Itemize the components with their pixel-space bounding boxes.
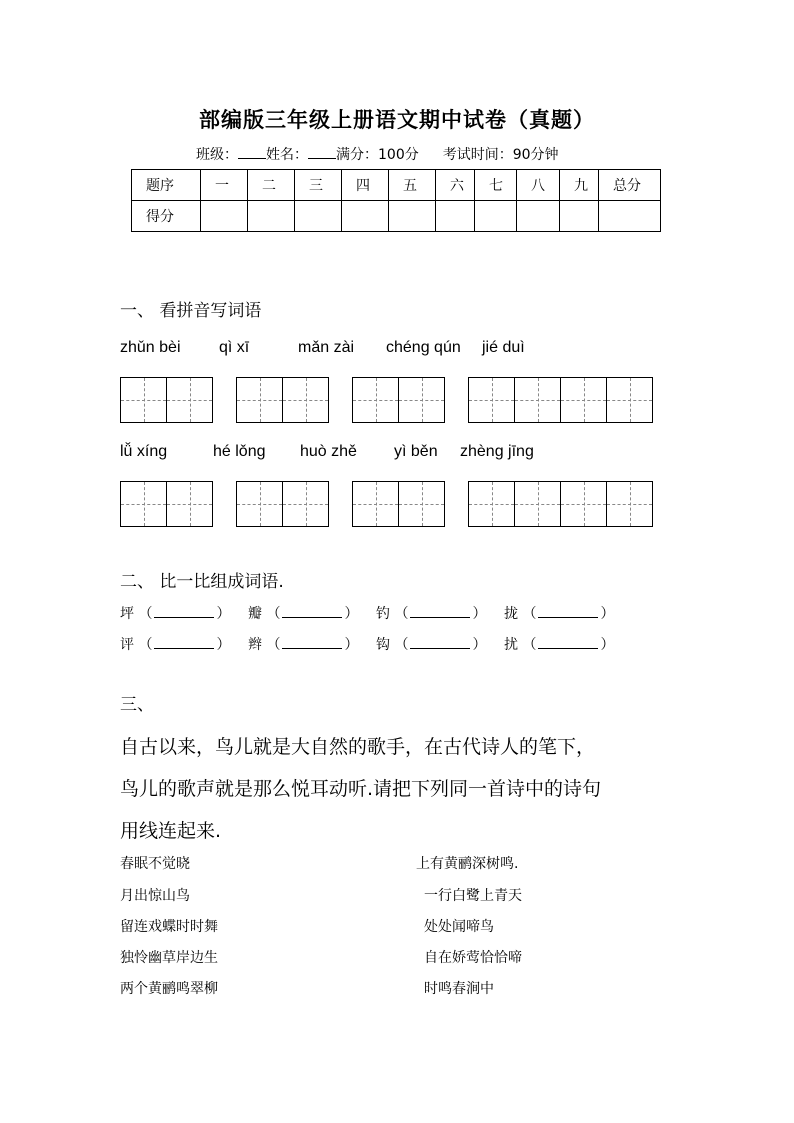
compare-char: 坪 bbox=[120, 606, 134, 622]
compare-item: 扰 （ ） bbox=[504, 637, 615, 653]
writing-grid[interactable] bbox=[120, 481, 213, 527]
exam-time: 考试时间：90分钟 bbox=[442, 147, 559, 163]
writing-grid[interactable] bbox=[468, 377, 653, 423]
score-header-cell: 题序 bbox=[132, 170, 201, 201]
pinyin-label: jié duì bbox=[482, 339, 525, 356]
compare-item: 钓 （ ） bbox=[376, 606, 487, 622]
pinyin-label: mǎn zài bbox=[298, 339, 355, 356]
class-label: 班级： bbox=[196, 147, 238, 163]
poem-line-right[interactable]: 自在娇莺恰恰啼 bbox=[424, 950, 522, 966]
writing-grid[interactable] bbox=[468, 481, 653, 527]
score-table bbox=[131, 169, 661, 232]
pinyin-label: hé lǒng bbox=[213, 443, 266, 460]
full-score: 满分：100分 bbox=[336, 147, 419, 163]
score-cell[interactable] bbox=[560, 201, 599, 232]
name-blank[interactable] bbox=[308, 146, 336, 159]
score-header-cell: 六 bbox=[436, 170, 475, 201]
pinyin-label: qì xī bbox=[219, 339, 250, 356]
compare-char: 评 bbox=[120, 637, 134, 653]
section3-intro-line: 自古以来，鸟儿就是大自然的歌手，在古代诗人的笔下， bbox=[120, 736, 596, 758]
score-header-cell: 四 bbox=[342, 170, 389, 201]
poem-line-right[interactable]: 时鸣春涧中 bbox=[424, 981, 494, 997]
compare-char: 扰 bbox=[504, 637, 518, 653]
score-table-score-row bbox=[132, 201, 661, 232]
poem-line-right[interactable]: 一行白鹭上青天 bbox=[424, 888, 522, 904]
section2-heading: 二、 比一比组成词语. bbox=[120, 572, 284, 592]
answer-blank[interactable] bbox=[410, 605, 470, 618]
name-label: 姓名： bbox=[266, 147, 308, 163]
score-cell[interactable] bbox=[389, 201, 436, 232]
section3-heading: 三、 bbox=[120, 695, 154, 715]
pinyin-label: zhǔn bèi bbox=[120, 339, 181, 356]
score-cell[interactable] bbox=[475, 201, 517, 232]
answer-blank[interactable] bbox=[538, 605, 598, 618]
score-header-cell: 五 bbox=[389, 170, 436, 201]
score-header-cell: 总分 bbox=[599, 170, 661, 201]
section3-intro-line: 用线连起来. bbox=[120, 820, 222, 842]
compare-item: 辫 （ ） bbox=[248, 637, 359, 653]
score-header-cell: 一 bbox=[201, 170, 248, 201]
answer-blank[interactable] bbox=[154, 636, 214, 649]
poem-line-left[interactable]: 月出惊山鸟 bbox=[120, 888, 190, 904]
writing-grid[interactable] bbox=[120, 377, 213, 423]
answer-blank[interactable] bbox=[282, 605, 342, 618]
score-cell[interactable] bbox=[201, 201, 248, 232]
score-cell[interactable] bbox=[342, 201, 389, 232]
pinyin-label: chéng qún bbox=[386, 339, 461, 356]
score-row-label: 得分 bbox=[132, 201, 201, 232]
compare-char: 辫 bbox=[248, 637, 262, 653]
score-cell[interactable] bbox=[295, 201, 342, 232]
compare-item: 评 （ ） bbox=[120, 637, 231, 653]
poem-line-left[interactable]: 留连戏蝶时时舞 bbox=[120, 919, 218, 935]
writing-grid[interactable] bbox=[236, 377, 329, 423]
pinyin-label: yì běn bbox=[394, 443, 438, 460]
compare-char: 钓 bbox=[376, 606, 390, 622]
pinyin-label: huò zhě bbox=[300, 443, 357, 460]
poem-line-left[interactable]: 两个黄鹂鸣翠柳 bbox=[120, 981, 218, 997]
score-header-cell: 七 bbox=[475, 170, 517, 201]
compare-char: 钩 bbox=[376, 637, 390, 653]
exam-info-line bbox=[196, 144, 559, 164]
answer-blank[interactable] bbox=[282, 636, 342, 649]
poem-line-left[interactable]: 春眠不觉晓 bbox=[120, 856, 190, 872]
answer-blank[interactable] bbox=[154, 605, 214, 618]
writing-grid[interactable] bbox=[352, 377, 445, 423]
compare-char: 拢 bbox=[504, 606, 518, 622]
answer-blank[interactable] bbox=[538, 636, 598, 649]
compare-item: 瓣 （ ） bbox=[248, 606, 359, 622]
score-header-cell: 三 bbox=[295, 170, 342, 201]
poem-line-right[interactable]: 处处闻啼鸟 bbox=[424, 919, 494, 935]
pinyin-label: zhèng jīng bbox=[460, 443, 534, 460]
writing-grid[interactable] bbox=[236, 481, 329, 527]
score-header-cell: 九 bbox=[560, 170, 599, 201]
poem-line-left[interactable]: 独怜幽草岸边生 bbox=[120, 950, 218, 966]
writing-grid[interactable] bbox=[352, 481, 445, 527]
section1-heading: 一、 看拼音写词语 bbox=[120, 301, 262, 321]
section3-intro-line: 鸟儿的歌声就是那么悦耳动听.请把下列同一首诗中的诗句 bbox=[120, 778, 602, 800]
compare-item: 拢 （ ） bbox=[504, 606, 615, 622]
score-cell[interactable] bbox=[599, 201, 661, 232]
score-header-cell: 二 bbox=[248, 170, 295, 201]
score-cell[interactable] bbox=[248, 201, 295, 232]
class-blank[interactable] bbox=[238, 146, 266, 159]
page-title: 部编版三年级上册语文期中试卷（真题） bbox=[199, 108, 595, 132]
score-header-cell: 八 bbox=[517, 170, 560, 201]
score-cell[interactable] bbox=[517, 201, 560, 232]
poem-line-right[interactable]: 上有黄鹂深树鸣. bbox=[416, 856, 519, 872]
score-cell[interactable] bbox=[436, 201, 475, 232]
compare-item: 钩 （ ） bbox=[376, 637, 487, 653]
answer-blank[interactable] bbox=[410, 636, 470, 649]
pinyin-label: lǚ xíng bbox=[120, 443, 168, 460]
compare-char: 瓣 bbox=[248, 606, 262, 622]
compare-item: 坪 （ ） bbox=[120, 606, 231, 622]
score-table-header-row bbox=[132, 170, 661, 201]
